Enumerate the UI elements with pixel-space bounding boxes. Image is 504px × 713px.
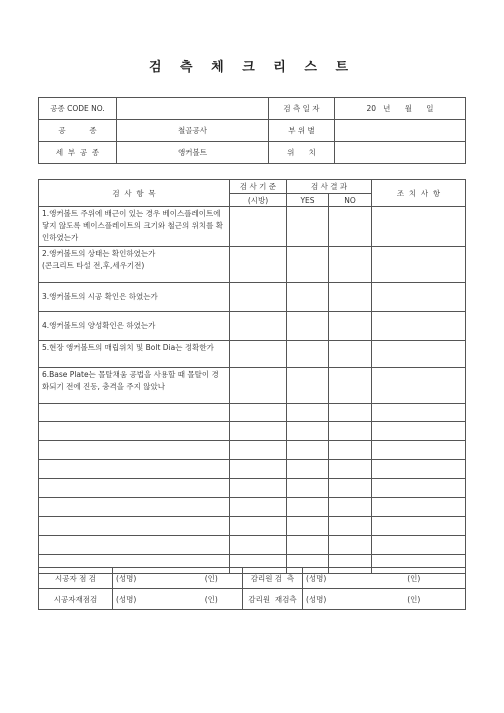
check-standard-cell bbox=[230, 207, 287, 247]
table-row bbox=[39, 368, 466, 404]
header-label: 위 치 bbox=[269, 142, 335, 164]
header-label: 공종 CODE NO. bbox=[39, 98, 117, 120]
check-yes-cell bbox=[287, 341, 329, 368]
check-no-cell bbox=[329, 404, 372, 422]
check-yes-cell bbox=[287, 460, 329, 479]
header-value bbox=[117, 98, 269, 120]
check-standard-cell bbox=[230, 479, 287, 498]
check-item-text bbox=[39, 422, 230, 441]
check-no-cell bbox=[329, 460, 372, 479]
check-no-cell bbox=[329, 517, 372, 536]
check-item-text: 4.앵커볼트의 양성확인은 하였는가 bbox=[39, 312, 230, 341]
signature-role: 시공자 점 검 bbox=[39, 568, 113, 589]
check-yes-cell bbox=[287, 404, 329, 422]
check-standard-cell bbox=[230, 312, 287, 341]
check-no-cell bbox=[329, 368, 372, 404]
check-action-cell bbox=[372, 247, 466, 283]
check-item-text bbox=[39, 498, 230, 517]
check-no-cell bbox=[329, 441, 372, 460]
page-title: 검 측 체 크 리 스 트 bbox=[148, 60, 356, 75]
check-action-cell bbox=[372, 536, 466, 555]
header-value bbox=[335, 142, 466, 164]
col-no-header: NO bbox=[329, 194, 372, 207]
check-yes-cell bbox=[287, 441, 329, 460]
table-row bbox=[39, 404, 466, 422]
inspection-date-field: 20 년 월 일 bbox=[335, 98, 466, 120]
table-row bbox=[39, 422, 466, 441]
header-label: 세 부 공 종 bbox=[39, 142, 117, 164]
check-standard-cell bbox=[230, 460, 287, 479]
signature-role: 감리원 재검측 bbox=[243, 589, 303, 610]
check-item-text: 1.앵커볼트 주위에 배근이 있는 경우 베이스플레이트에 닿지 않도록 베이스플레이트의 크기와 철근의 위치를 확인하였는가 bbox=[39, 207, 230, 247]
check-action-cell bbox=[372, 498, 466, 517]
table-row bbox=[39, 498, 466, 517]
check-yes-cell bbox=[287, 479, 329, 498]
check-action-cell bbox=[372, 341, 466, 368]
check-item-text bbox=[39, 517, 230, 536]
table-row bbox=[39, 283, 466, 312]
col-standard-sub-header: (시방) bbox=[230, 194, 287, 207]
signature-seal: (인) bbox=[363, 589, 466, 610]
check-item-text bbox=[39, 479, 230, 498]
check-standard-cell bbox=[230, 441, 287, 460]
check-action-cell bbox=[372, 283, 466, 312]
signature-table bbox=[38, 567, 466, 610]
check-yes-cell bbox=[287, 312, 329, 341]
header-label: 공 종 bbox=[39, 120, 117, 142]
check-yes-cell bbox=[287, 283, 329, 312]
header-value: 앵커볼트 bbox=[117, 142, 269, 164]
signature-name-field: (성명) bbox=[113, 589, 181, 610]
check-item-text: 6.Base Plate는 몰탈채움 공법을 사용할 때 몰탈이 경화되기 전에 진동, 충격을 주지 않았나 bbox=[39, 368, 230, 404]
check-yes-cell bbox=[287, 368, 329, 404]
signature-role: 시공자재점검 bbox=[39, 589, 113, 610]
check-yes-cell bbox=[287, 422, 329, 441]
col-yes-header: YES bbox=[287, 194, 329, 207]
check-item-text bbox=[39, 404, 230, 422]
check-no-cell bbox=[329, 312, 372, 341]
check-action-cell bbox=[372, 460, 466, 479]
check-standard-cell bbox=[230, 517, 287, 536]
check-standard-cell bbox=[230, 498, 287, 517]
check-no-cell bbox=[329, 341, 372, 368]
check-standard-cell bbox=[230, 536, 287, 555]
check-no-cell bbox=[329, 207, 372, 247]
check-standard-cell bbox=[230, 368, 287, 404]
check-yes-cell bbox=[287, 498, 329, 517]
header-row bbox=[39, 120, 466, 142]
table-row bbox=[39, 341, 466, 368]
signature-seal: (인) bbox=[181, 568, 243, 589]
check-no-cell bbox=[329, 536, 372, 555]
header-row bbox=[39, 98, 466, 120]
signature-name-field: (성명) bbox=[303, 568, 363, 589]
header-label: 부 위 별 bbox=[269, 120, 335, 142]
check-no-cell bbox=[329, 498, 372, 517]
signature-name-field: (성명) bbox=[303, 589, 363, 610]
check-item-text: 3.앵커볼트의 시공 확인은 하였는가 bbox=[39, 283, 230, 312]
check-item-text bbox=[39, 460, 230, 479]
check-no-cell bbox=[329, 479, 372, 498]
check-yes-cell bbox=[287, 247, 329, 283]
table-row bbox=[39, 441, 466, 460]
header-label: 검 측 일 자 bbox=[269, 98, 335, 120]
check-action-cell bbox=[372, 479, 466, 498]
check-action-cell bbox=[372, 517, 466, 536]
header-value bbox=[335, 120, 466, 142]
check-action-cell bbox=[372, 404, 466, 422]
col-action-header: 조 치 사 항 bbox=[372, 180, 466, 207]
signature-name-field: (성명) bbox=[113, 568, 181, 589]
table-row bbox=[39, 207, 466, 247]
signature-role: 감리원 검 측 bbox=[243, 568, 303, 589]
table-row bbox=[39, 247, 466, 283]
check-action-cell bbox=[372, 422, 466, 441]
check-standard-cell bbox=[230, 404, 287, 422]
check-no-cell bbox=[329, 422, 372, 441]
table-row bbox=[39, 460, 466, 479]
check-yes-cell bbox=[287, 517, 329, 536]
check-action-cell bbox=[372, 312, 466, 341]
check-standard-cell bbox=[230, 247, 287, 283]
header-value: 철골공사 bbox=[117, 120, 269, 142]
check-no-cell bbox=[329, 247, 372, 283]
signature-row bbox=[39, 589, 466, 610]
header-row bbox=[39, 142, 466, 164]
check-action-cell bbox=[372, 368, 466, 404]
table-row bbox=[39, 479, 466, 498]
header-info-table bbox=[38, 97, 466, 164]
signature-seal: (인) bbox=[181, 589, 243, 610]
check-item-text bbox=[39, 536, 230, 555]
checklist-table bbox=[38, 179, 466, 574]
check-yes-cell bbox=[287, 536, 329, 555]
check-standard-cell bbox=[230, 283, 287, 312]
check-no-cell bbox=[329, 283, 372, 312]
table-row bbox=[39, 312, 466, 341]
check-yes-cell bbox=[287, 207, 329, 247]
check-item-text: 2.앵커볼트의 상태는 확인하였는가 (콘크리트 타설 전,후,세우기전) bbox=[39, 247, 230, 283]
table-row bbox=[39, 517, 466, 536]
col-item-header: 검 사 항 목 bbox=[39, 180, 230, 207]
col-result-header: 검 사 결 과 bbox=[287, 180, 372, 194]
check-action-cell bbox=[372, 207, 466, 247]
check-standard-cell bbox=[230, 422, 287, 441]
signature-seal: (인) bbox=[363, 568, 466, 589]
table-row bbox=[39, 536, 466, 555]
check-item-text: 5.현장 앵커볼트의 매립위치 및 Bolt Dia는 정확한가 bbox=[39, 341, 230, 368]
col-standard-header: 검 사 기 준 bbox=[230, 180, 287, 194]
checklist-header-row bbox=[39, 180, 466, 194]
check-item-text bbox=[39, 441, 230, 460]
check-standard-cell bbox=[230, 341, 287, 368]
check-action-cell bbox=[372, 441, 466, 460]
signature-row bbox=[39, 568, 466, 589]
